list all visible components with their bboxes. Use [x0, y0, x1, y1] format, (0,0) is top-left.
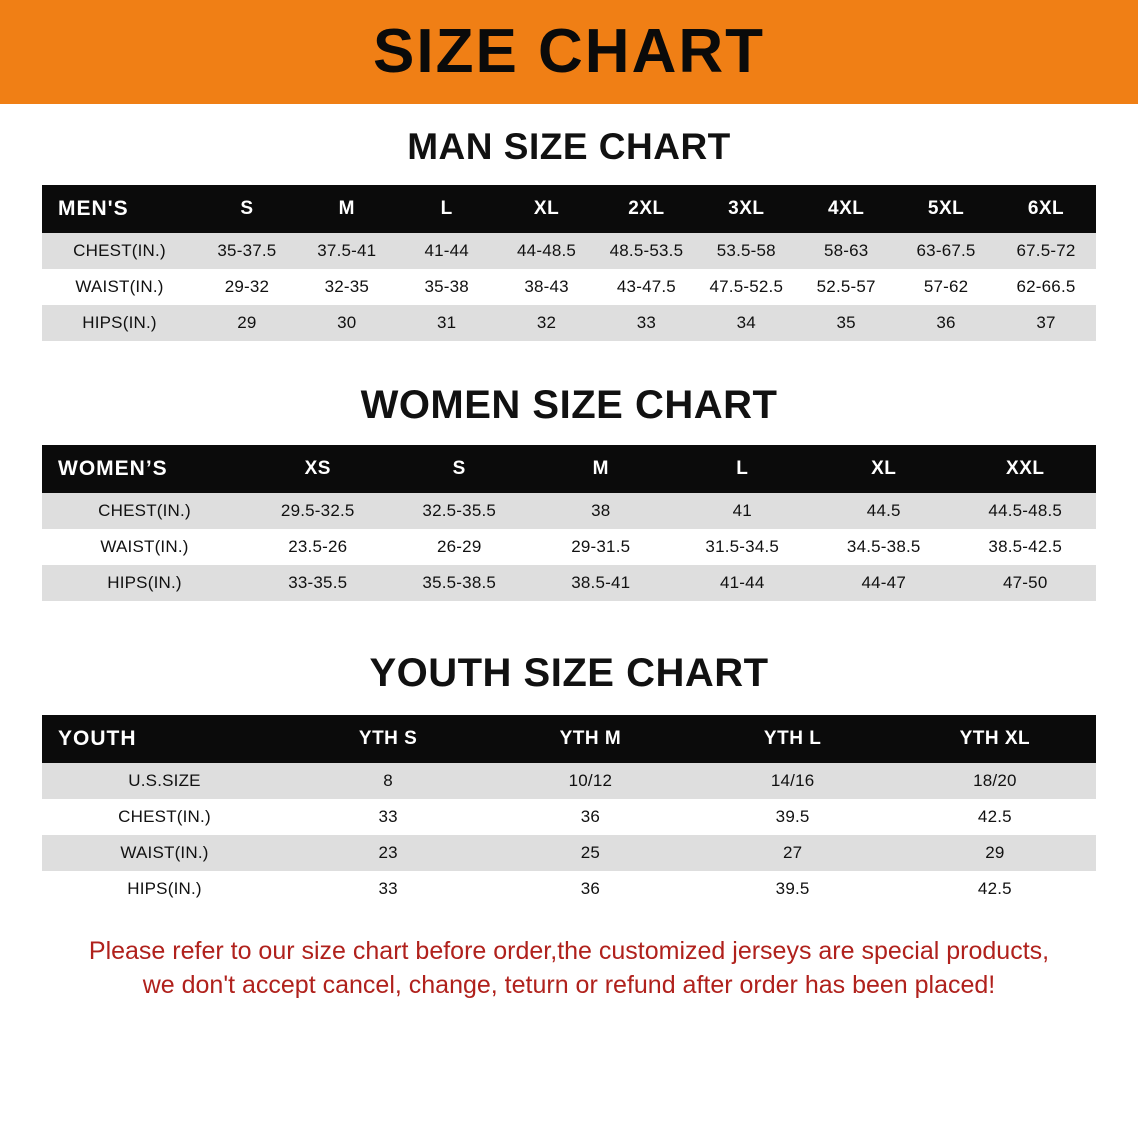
man-corner-label: MEN'S — [42, 185, 197, 233]
youth-cell: 27 — [692, 835, 894, 871]
youth-row-label: WAIST(IN.) — [42, 835, 287, 871]
man-table-wrapper — [42, 185, 1096, 341]
women-cell: 29-31.5 — [530, 529, 672, 565]
youth-col-header: YTH S — [287, 715, 489, 763]
man-size-table — [42, 185, 1096, 341]
man-cell: 35 — [796, 305, 896, 341]
youth-cell: 42.5 — [894, 871, 1096, 907]
man-col-header: M — [297, 185, 397, 233]
man-cell: 29-32 — [197, 269, 297, 305]
youth-cell: 10/12 — [489, 763, 691, 799]
youth-cell: 36 — [489, 799, 691, 835]
women-cell: 47-50 — [955, 565, 1097, 601]
man-cell: 63-67.5 — [896, 233, 996, 269]
man-cell: 32-35 — [297, 269, 397, 305]
man-cell: 52.5-57 — [796, 269, 896, 305]
women-corner-label: WOMEN’S — [42, 445, 247, 493]
man-cell: 31 — [397, 305, 497, 341]
women-section-heading: WOMEN SIZE CHART — [360, 383, 778, 427]
page-banner — [0, 0, 1138, 104]
youth-row-label: HIPS(IN.) — [42, 871, 287, 907]
man-col-header: S — [197, 185, 297, 233]
man-cell: 30 — [297, 305, 397, 341]
youth-cell: 33 — [287, 871, 489, 907]
table-row — [42, 835, 1096, 871]
youth-cell: 39.5 — [692, 871, 894, 907]
man-cell: 57-62 — [896, 269, 996, 305]
women-cell: 44-47 — [813, 565, 955, 601]
women-cell: 29.5-32.5 — [247, 493, 389, 529]
table-header-row — [42, 715, 1096, 763]
women-col-header: M — [530, 445, 672, 493]
man-cell: 37.5-41 — [297, 233, 397, 269]
youth-cell: 8 — [287, 763, 489, 799]
women-cell: 44.5-48.5 — [955, 493, 1097, 529]
table-row — [42, 799, 1096, 835]
women-cell: 38 — [530, 493, 672, 529]
man-col-header: L — [397, 185, 497, 233]
youth-cell: 29 — [894, 835, 1096, 871]
youth-cell: 25 — [489, 835, 691, 871]
man-cell: 62-66.5 — [996, 269, 1096, 305]
youth-row-label: CHEST(IN.) — [42, 799, 287, 835]
table-header-row — [42, 185, 1096, 233]
youth-col-header: YTH XL — [894, 715, 1096, 763]
man-row-label: HIPS(IN.) — [42, 305, 197, 341]
youth-cell: 14/16 — [692, 763, 894, 799]
youth-cell: 39.5 — [692, 799, 894, 835]
disclaimer-line-2: we don't accept cancel, change, teturn or refund after order has been placed! — [142, 970, 996, 999]
youth-cell: 33 — [287, 799, 489, 835]
women-row-label: WAIST(IN.) — [42, 529, 247, 565]
man-row-label: CHEST(IN.) — [42, 233, 197, 269]
man-col-header: 5XL — [896, 185, 996, 233]
man-col-header: 6XL — [996, 185, 1096, 233]
man-cell: 53.5-58 — [696, 233, 796, 269]
women-col-header: L — [672, 445, 814, 493]
youth-col-header: YTH M — [489, 715, 691, 763]
man-cell: 29 — [197, 305, 297, 341]
women-cell: 26-29 — [389, 529, 531, 565]
women-col-header: S — [389, 445, 531, 493]
man-cell: 38-43 — [497, 269, 597, 305]
women-cell: 38.5-41 — [530, 565, 672, 601]
women-cell: 41-44 — [672, 565, 814, 601]
women-table-wrapper — [42, 445, 1096, 601]
youth-cell: 18/20 — [894, 763, 1096, 799]
man-cell: 41-44 — [397, 233, 497, 269]
women-col-header: XS — [247, 445, 389, 493]
table-row — [42, 763, 1096, 799]
youth-corner-label: YOUTH — [42, 715, 287, 763]
women-cell: 23.5-26 — [247, 529, 389, 565]
table-header-row — [42, 445, 1096, 493]
table-row — [42, 233, 1096, 269]
table-row — [42, 565, 1096, 601]
youth-row-label: U.S.SIZE — [42, 763, 287, 799]
youth-col-header: YTH L — [692, 715, 894, 763]
man-cell: 32 — [497, 305, 597, 341]
man-section-heading: MAN SIZE CHART — [407, 126, 731, 167]
man-cell: 44-48.5 — [497, 233, 597, 269]
man-cell: 48.5-53.5 — [597, 233, 697, 269]
man-cell: 37 — [996, 305, 1096, 341]
page-title: SIZE CHART — [373, 17, 765, 86]
man-col-header: 3XL — [696, 185, 796, 233]
women-cell: 35.5-38.5 — [389, 565, 531, 601]
youth-table-wrapper — [42, 715, 1096, 907]
disclaimer-note — [38, 935, 1100, 1003]
women-cell: 41 — [672, 493, 814, 529]
women-col-header: XXL — [955, 445, 1097, 493]
man-cell: 33 — [597, 305, 697, 341]
table-row — [42, 529, 1096, 565]
man-row-label: WAIST(IN.) — [42, 269, 197, 305]
women-row-label: CHEST(IN.) — [42, 493, 247, 529]
man-col-header: 2XL — [597, 185, 697, 233]
man-cell: 47.5-52.5 — [696, 269, 796, 305]
women-cell: 31.5-34.5 — [672, 529, 814, 565]
man-col-header: 4XL — [796, 185, 896, 233]
man-col-header: XL — [497, 185, 597, 233]
women-size-table — [42, 445, 1096, 601]
man-cell: 34 — [696, 305, 796, 341]
women-row-label: HIPS(IN.) — [42, 565, 247, 601]
disclaimer-line-1: Please refer to our size chart before order,the customized jerseys are special products, — [88, 937, 1050, 965]
women-cell: 33-35.5 — [247, 565, 389, 601]
women-cell: 32.5-35.5 — [389, 493, 531, 529]
man-cell: 35-38 — [397, 269, 497, 305]
man-cell: 67.5-72 — [996, 233, 1096, 269]
man-cell: 35-37.5 — [197, 233, 297, 269]
women-col-header: XL — [813, 445, 955, 493]
man-cell: 58-63 — [796, 233, 896, 269]
table-row — [42, 269, 1096, 305]
women-cell: 44.5 — [813, 493, 955, 529]
youth-cell: 42.5 — [894, 799, 1096, 835]
man-cell: 36 — [896, 305, 996, 341]
man-cell: 43-47.5 — [597, 269, 697, 305]
women-cell: 38.5-42.5 — [955, 529, 1097, 565]
youth-size-table — [42, 715, 1096, 907]
youth-section-heading: YOUTH SIZE CHART — [369, 651, 769, 695]
table-row — [42, 871, 1096, 907]
table-row — [42, 493, 1096, 529]
table-row — [42, 305, 1096, 341]
youth-cell: 23 — [287, 835, 489, 871]
youth-cell: 36 — [489, 871, 691, 907]
women-cell: 34.5-38.5 — [813, 529, 955, 565]
